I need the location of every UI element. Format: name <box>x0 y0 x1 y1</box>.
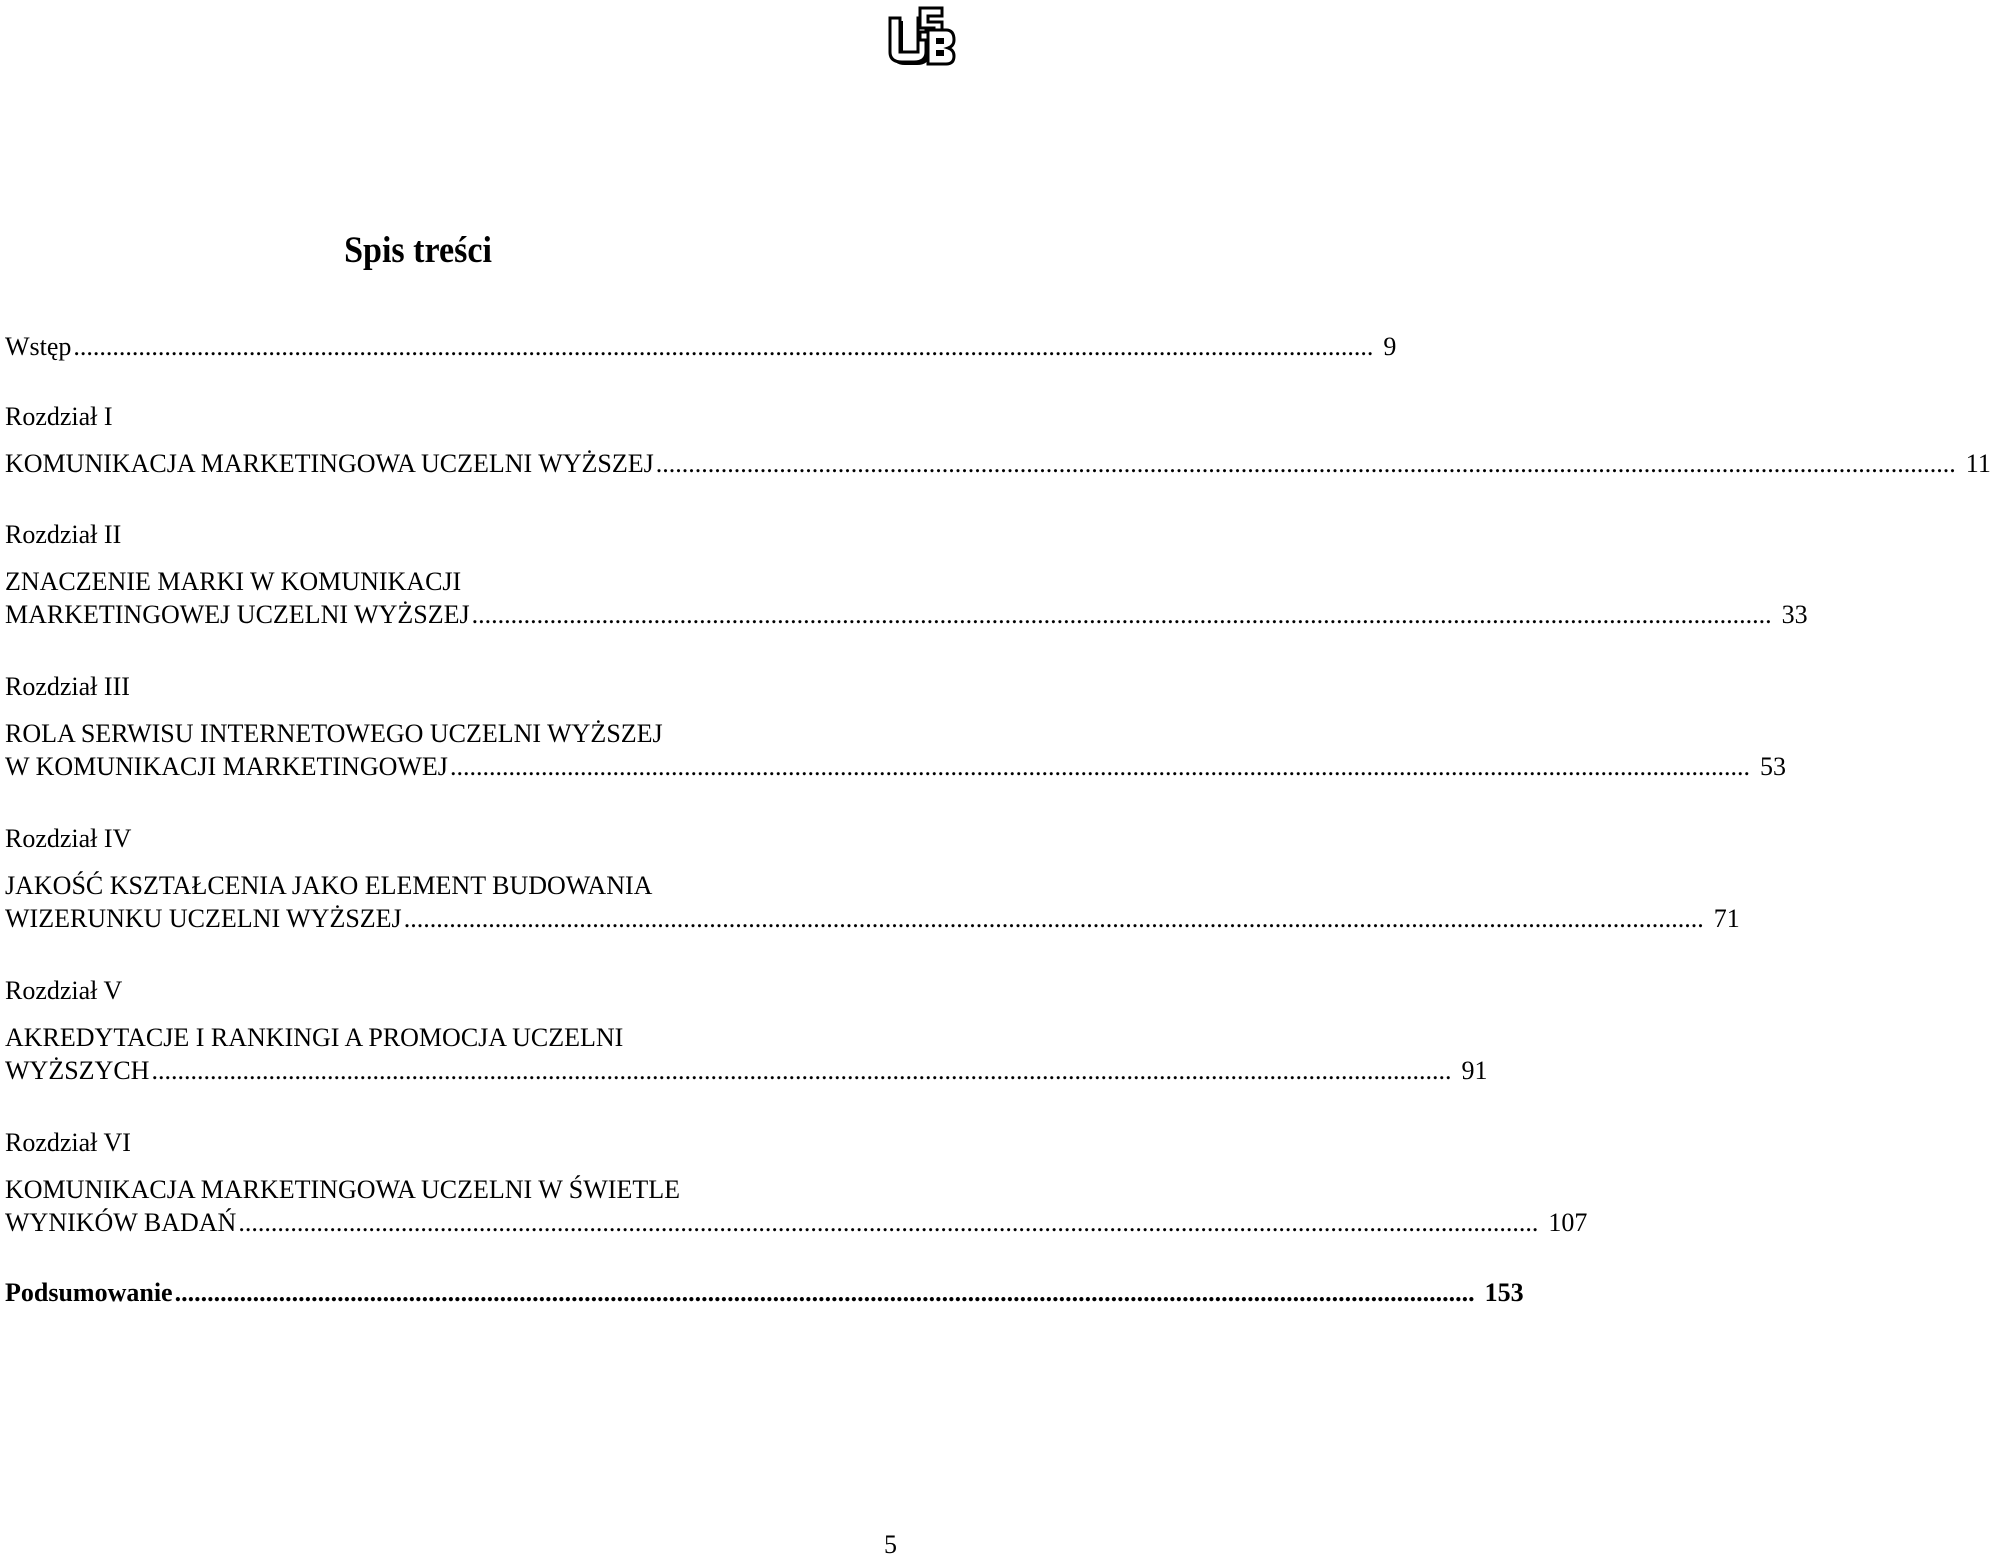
dot-leader: ........................................................................................................................................................................................................ <box>238 1208 1539 1237</box>
chapter-title-line: ROLA SERWISU INTERNETOWEGO UCZELNI WYŻSZEJ <box>5 719 663 748</box>
dot-leader: ........................................................................................................................................................................................................ <box>151 1056 1452 1085</box>
toc-page-number: 91 <box>1461 1056 1488 1085</box>
toc-entry[interactable] <box>5 1054 1488 1088</box>
toc-entry-title: KOMUNIKACJA MARKETINGOWA UCZELNI WYŻSZEJ <box>5 449 654 478</box>
chapter-label: Rozdział V <box>5 976 123 1005</box>
chapter-label: Rozdział IV <box>5 824 132 853</box>
toc-entry-title: WYNIKÓW BADAŃ <box>5 1208 237 1237</box>
dot-leader: ........................................................................................................................................................................................................ <box>655 449 1956 478</box>
toc-entry[interactable] <box>5 750 1786 784</box>
toc-entry-title: WIZERUNKU UCZELNI WYŻSZEJ <box>5 904 402 933</box>
chapter-label: Rozdział II <box>5 520 122 549</box>
toc-page-number: 107 <box>1548 1208 1588 1237</box>
toc-entry-title: MARKETINGOWEJ UCZELNI WYŻSZEJ <box>5 600 470 629</box>
chapter-title-line: KOMUNIKACJA MARKETINGOWA UCZELNI W ŚWIETLE <box>5 1175 680 1204</box>
toc-page-number: 11 <box>1965 449 1991 478</box>
toc-entry[interactable] <box>5 330 1397 364</box>
toc-page-number: 33 <box>1781 600 1808 629</box>
toc-entry[interactable] <box>5 447 1991 481</box>
dot-leader: ........................................................................................................................................................................................................ <box>471 600 1772 629</box>
toc-entry[interactable] <box>5 1276 1524 1310</box>
toc-entry-title: Wstęp <box>5 332 72 361</box>
dot-leader: ........................................................................................................................................................................................................ <box>403 904 1704 933</box>
toc-entry[interactable] <box>5 1206 1588 1240</box>
chapter-title-line: ZNACZENIE MARKI W KOMUNIKACJI <box>5 567 462 596</box>
chapter-label: Rozdział I <box>5 402 113 431</box>
university-logo-icon <box>882 4 956 66</box>
dot-leader: ........................................................................................................................................................................................................ <box>449 752 1750 781</box>
toc-entry-title: W KOMUNIKACJI MARKETINGOWEJ <box>5 752 448 781</box>
toc-page-number: 153 <box>1484 1278 1524 1307</box>
toc-entry[interactable] <box>5 902 1740 936</box>
chapter-label: Rozdział III <box>5 672 130 701</box>
toc-page-number: 53 <box>1759 752 1786 781</box>
toc-page-number: 71 <box>1713 904 1740 933</box>
chapter-label: Rozdział VI <box>5 1128 131 1157</box>
chapter-title-line: AKREDYTACJE I RANKINGI A PROMOCJA UCZELNI <box>5 1023 624 1052</box>
page-title: Spis treści <box>344 230 492 271</box>
page-number: 5 <box>884 1530 897 1559</box>
toc-entry-title: Podsumowanie <box>5 1278 173 1307</box>
dot-leader: ........................................................................................................................................................................................................ <box>174 1278 1475 1307</box>
chapter-title-line: JAKOŚĆ KSZTAŁCENIA JAKO ELEMENT BUDOWANIA <box>5 871 653 900</box>
dot-leader: ........................................................................................................................................................................................................ <box>73 332 1374 361</box>
toc-entry[interactable] <box>5 598 1808 632</box>
toc-entry-title: WYŻSZYCH <box>5 1056 150 1085</box>
toc-page-number: 9 <box>1383 332 1397 361</box>
